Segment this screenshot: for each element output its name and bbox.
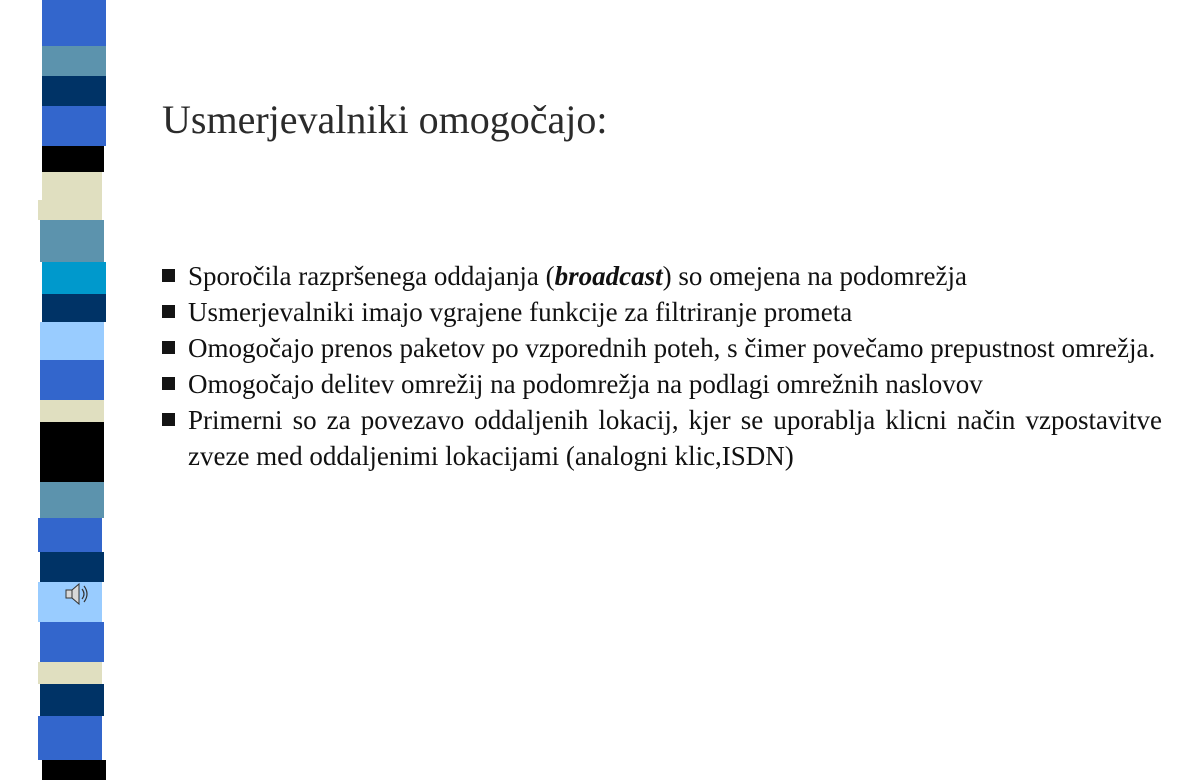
stripe-block [40,622,104,662]
stripe-block [40,322,104,360]
stripe-block [40,360,104,400]
speaker-icon[interactable] [62,580,92,608]
bullet-text: Usmerjevalniki imajo vgrajene funkcije za filtriranje prometa [188,297,853,327]
bullet-item [162,330,1162,366]
stripe-block [40,220,104,262]
decorative-stripe-bar [0,0,120,780]
bullet-item [162,294,1162,330]
stripe-block [42,46,106,76]
square-bullet-icon [162,341,175,354]
bullet-text: Omogočajo prenos paketov po vzporednih poteh, s čimer povečamo prepustnost omrežja. [188,333,1156,363]
stripe-block [42,76,106,106]
square-bullet-icon [162,269,175,282]
stripe-block [42,0,106,46]
bullet-text: Primerni so za povezavo oddaljenih lokacij, kjer se uporablja klicni način vzpostavitve zveze med oddaljenimi lokacijami (analogni klic,ISDN) [188,405,1162,471]
square-bullet-icon [162,413,175,426]
stripe-block [38,172,102,220]
stripe-block [40,422,104,482]
slide-title: Usmerjevalniki omogočajo: [162,97,608,142]
bullet-text-prefix: Sporočila razpršenega oddajanja ( [188,261,555,291]
stripe-block [38,662,102,684]
stripe-block [42,262,106,294]
bullet-item [162,366,1162,402]
bullet-item [162,258,1162,294]
stripe-block [42,760,106,780]
stripe-block [38,716,102,760]
stripe-block [42,106,106,146]
stripe-block [38,518,102,552]
stripe-block [40,400,104,422]
stripe-block [40,146,104,172]
stripe-block [42,294,106,322]
stripe-block [40,482,104,518]
stripe-block [40,552,104,582]
bullet-text: Omogočajo delitev omrežij na podomrežja na podlagi omrežnih naslovov [188,369,983,399]
stripe-block [40,684,104,716]
bullet-text-suffix: ) so omejena na podomrežja [662,261,967,291]
bullet-item [162,402,1162,474]
square-bullet-icon [162,377,175,390]
bullet-text-emphasis: broadcast [554,261,663,291]
bullet-list [162,258,1162,474]
square-bullet-icon [162,305,175,318]
stripe-edge [34,0,42,200]
